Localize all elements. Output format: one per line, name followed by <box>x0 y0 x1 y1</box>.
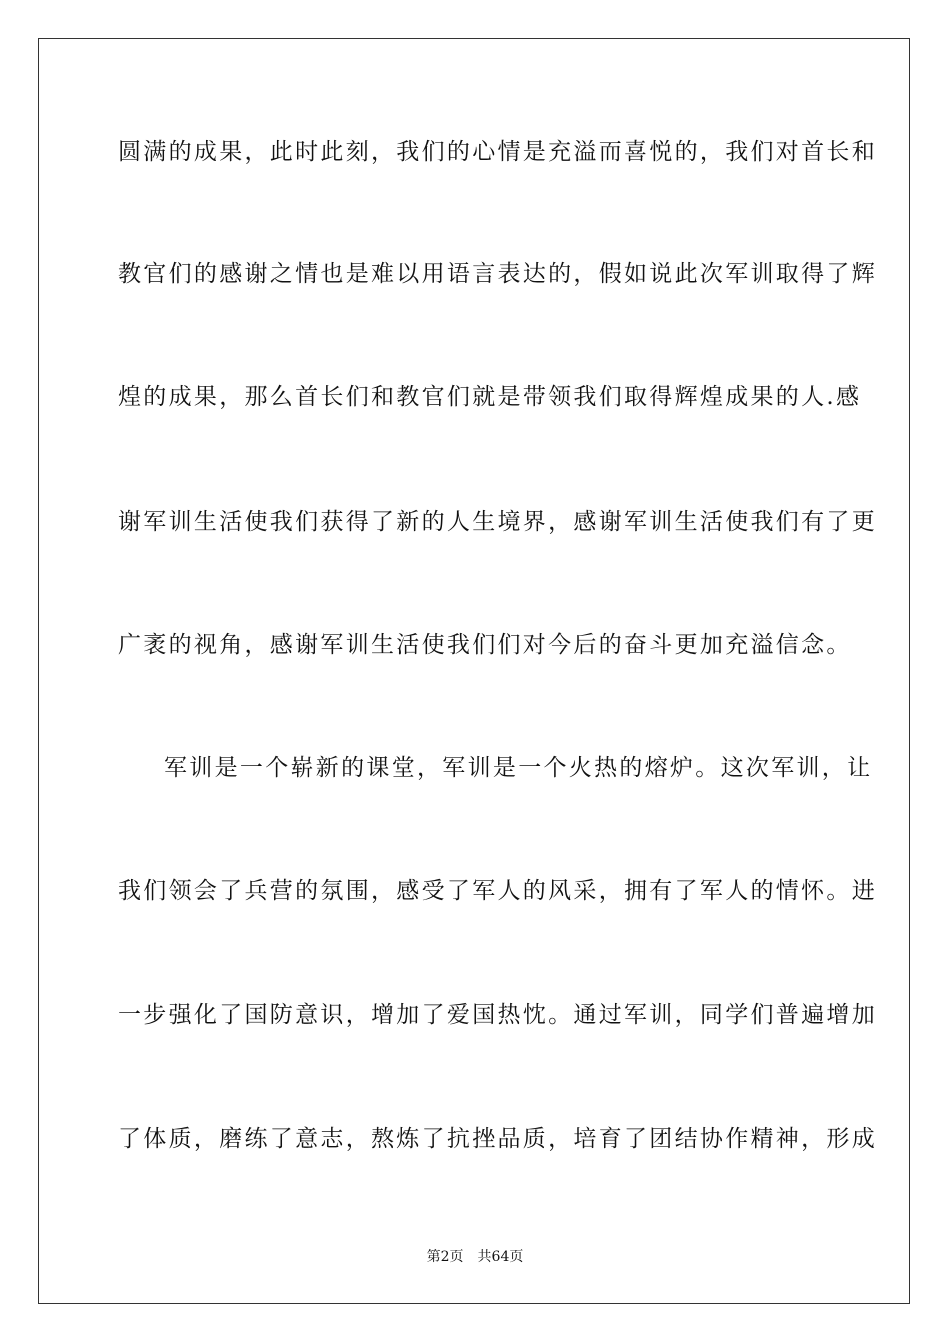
body-text-line: 煌的成果，那么首长们和教官们就是带领我们取得辉煌成果的人.感 <box>118 384 862 410</box>
body-text-line: 圆满的成果，此时此刻，我们的心情是充溢而喜悦的，我们对首长和 <box>118 139 877 165</box>
body-text-line: 我们领会了兵营的氛围，感受了军人的风采，拥有了军人的情怀。进 <box>118 878 877 904</box>
page-border <box>38 38 910 1304</box>
page-footer <box>0 1248 950 1266</box>
body-text-line: 谢军训生活使我们获得了新的人生境界，感谢军训生活使我们有了更 <box>118 509 877 535</box>
paragraph-first-line: 军训是一个崭新的课堂，军训是一个火热的熔炉。这次军训，让 <box>164 755 873 781</box>
page-number: 第2页 <box>426 1249 464 1265</box>
body-text-line: 广袤的视角，感谢军训生活使我们们对今后的奋斗更加充溢信念。 <box>118 632 852 658</box>
body-text-line: 教官们的感谢之情也是难以用语言表达的，假如说此次军训取得了辉 <box>118 261 877 287</box>
body-text-line: 了体质，磨练了意志，熬炼了抗挫品质，培育了团结协作精神，形成 <box>118 1126 877 1152</box>
body-text-line: 一步强化了国防意识，增加了爱国热忱。通过军训，同学们普遍增加 <box>118 1002 877 1028</box>
total-pages: 共64页 <box>477 1249 524 1265</box>
